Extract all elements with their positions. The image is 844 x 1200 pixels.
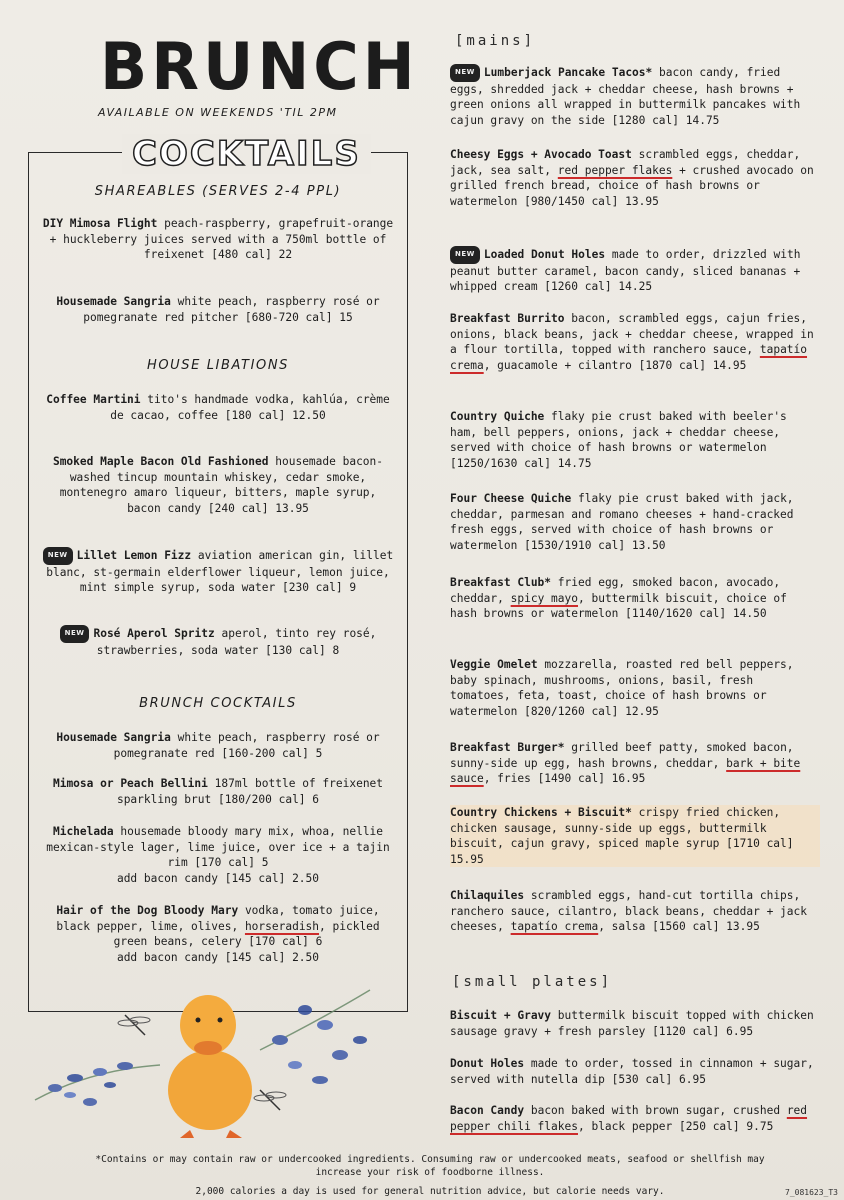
flower-sprigs-left — [35, 1062, 160, 1106]
menu-item-chicken-biscuit: Country Chickens + Biscuit* crispy fried chicken, chicken sausage, sunny-side up eggs, buttermilk biscuit, cajun gravy, spiced maple syrup [1710 cal] 15.95 — [450, 805, 820, 867]
menu-item-breakfast-burger: Breakfast Burger* grilled beef patty, smoked bacon, sunny-side up egg, hash browns, cheddar, bark + bite sauce, fries [1490 cal] 16.95 — [450, 741, 801, 785]
availability-note: AVAILABLE ON WEEKENDS 'TIL 2PM — [98, 106, 338, 119]
menu-item-lillet-fizz: NEW Lillet Lemon Fizz aviation american gin, lillet blanc, st-germain elderflower liqueur, lemon juice, mint simple syrup, soda water [230 cal] 9 — [40, 547, 396, 596]
menu-item-aperol-spritz: NEW Rosé Aperol Spritz aperol, tinto rey rosé, strawberries, soda water [130 cal] 8 — [40, 625, 396, 658]
menu-item-four-cheese-quiche: Four Cheese Quiche flaky pie crust baked with jack, cheddar, parmesan and romano cheeses + hand-cracked fresh eggs, served with choice of hash browns or watermelon [1530/1910 cal] 13.50 — [450, 492, 794, 552]
house-libations-heading: HOUSE LIBATIONS — [146, 358, 290, 373]
new-badge: NEW — [450, 246, 480, 264]
brunch-cocktails-heading: BRUNCH COCKTAILS — [139, 696, 297, 711]
mains-heading: [mains] — [455, 33, 536, 49]
menu-item-sangria-glass: Housemade Sangria white peach, raspberry rosé or pomegranate red [160-200 cal] 5 — [56, 731, 380, 760]
calorie-note: 2,000 calories a day is used for general nutrition advice, but calorie needs vary. — [195, 1186, 665, 1197]
menu-item-breakfast-burrito: Breakfast Burrito bacon, scrambled eggs, cajun fries, onions, black beans, jack + cheddar cheese, wrapped in a flour tortilla, topped with ranchero sauce, tapatío crema, guacamole + cilantro [1870 cal] 14.95 — [450, 312, 814, 372]
small-plates-heading: [small plates] — [452, 974, 613, 990]
menu-item-bloody-mary: Hair of the Dog Bloody Mary vodka, tomato juice, black pepper, lime, olives, horseradish, pickled green beans, celery [170 cal] 6 add bacon candy [145 cal] 2.50 — [56, 904, 380, 964]
menu-item-old-fashioned: Smoked Maple Bacon Old Fashioned housemade bacon-washed tincup mountain whiskey, cedar smoke, montenegro amaro liqueur, bitters, maple syrup, bacon candy [240 cal] 13.95 — [52, 455, 384, 515]
raw-food-disclaimer: *Contains or may contain raw or undercooked ingredients. Consuming raw or undercooked meats, seafood or shellfish may increase your risk of foodborne illness. — [95, 1154, 765, 1178]
menu-item-bacon-candy: Bacon Candy bacon baked with brown sugar, crushed red pepper chili flakes, black pepper [250 cal] 9.75 — [450, 1104, 808, 1133]
new-badge: NEW — [60, 625, 90, 643]
menu-item-coffee-martini: Coffee Martini tito's handmade vodka, kahlúa, crème de cacao, coffee [180 cal] 12.50 — [46, 393, 390, 422]
menu-item-lumberjack-tacos: NEW Lumberjack Pancake Tacos* bacon candy, fried eggs, shredded jack + cheddar cheese, hash browns + green onions all wrapped in buttermilk pancakes with cajun gravy on the side [1280 cal] 14.75 — [450, 65, 801, 127]
menu-item-breakfast-club: Breakfast Club* fried egg, smoked bacon, avocado, cheddar, spicy mayo, buttermilk biscuit, choice of hash browns or watermelon [1140/1620 cal] 14.50 — [450, 576, 787, 620]
duck — [168, 995, 252, 1138]
menu-item-avocado-toast: Cheesy Eggs + Avocado Toast scrambled eggs, cheddar, jack, sea salt, red pepper flakes + crushed avocado on grilled french bread, choice of hash browns or watermelon [980/1450 cal] 13.95 — [450, 148, 814, 208]
new-badge: NEW — [450, 64, 480, 82]
brunch-title: BRUNCH — [100, 28, 419, 105]
shareables-heading: SHAREABLES (SERVES 2-4 PPL) — [94, 184, 342, 199]
menu-code: 7_081623_T3 — [785, 1188, 838, 1197]
flower-sprigs-right — [260, 990, 370, 1084]
menu-item-loaded-donut-holes: NEW Loaded Donut Holes made to order, drizzled with peanut butter caramel, bacon candy, sliced bananas + whipped cream [1260 cal] 14.25 — [450, 247, 801, 293]
new-badge: NEW — [43, 547, 73, 565]
dragonfly-left — [118, 1015, 150, 1035]
menu-item-veggie-omelet: Veggie Omelet mozzarella, roasted red bell peppers, baby spinach, mushrooms, onions, basil, fresh tomatoes, feta, toast, choice of hash browns or watermelon [820/1260 cal] 12.95 — [450, 658, 794, 718]
dragonfly-right — [254, 1090, 286, 1110]
menu-item-biscuit-gravy: Biscuit + Gravy buttermilk biscuit topped with chicken sausage gravy + fresh parsley [1120 cal] 6.95 — [450, 1009, 814, 1038]
menu-item-michelada: Michelada housemade bloody mary mix, whoa, nellie mexican-style lager, lime juice, over ice + a tajin rim [170 cal] 5 add bacon candy [145 cal] 2.50 — [46, 825, 390, 885]
menu-item-mimosa-flight: DIY Mimosa Flight peach-raspberry, grapefruit-orange + huckleberry juices served with a 750ml bottle of freixenet [480 cal] 22 — [42, 217, 394, 261]
menu-item-sangria-pitcher: Housemade Sangria white peach, raspberry rosé or pomegranate red pitcher [680-720 cal] 15 — [56, 295, 380, 324]
menu-item-country-quiche: Country Quiche flaky pie crust baked with beeler's ham, bell peppers, onions, jack + cheddar cheese, served with choice of hash browns or watermelon [1250/1630 cal] 14.75 — [450, 410, 787, 470]
duck-flower-illustration — [30, 970, 410, 1140]
menu-item-donut-holes: Donut Holes made to order, tossed in cinnamon + sugar, served with nutella dip [530 cal] 6.95 — [450, 1057, 814, 1086]
menu-item-mimosa-bellini: Mimosa or Peach Bellini 187ml bottle of freixenet sparkling brut [180/200 cal] 6 — [52, 777, 384, 806]
cocktails-heading: COCKTAILS — [122, 134, 371, 174]
menu-item-chilaquiles: Chilaquiles scrambled eggs, hand-cut tortilla chips, ranchero sauce, cilantro, black beans, cheddar + jack cheeses, tapatío crema, salsa [1560 cal] 13.95 — [450, 889, 807, 933]
